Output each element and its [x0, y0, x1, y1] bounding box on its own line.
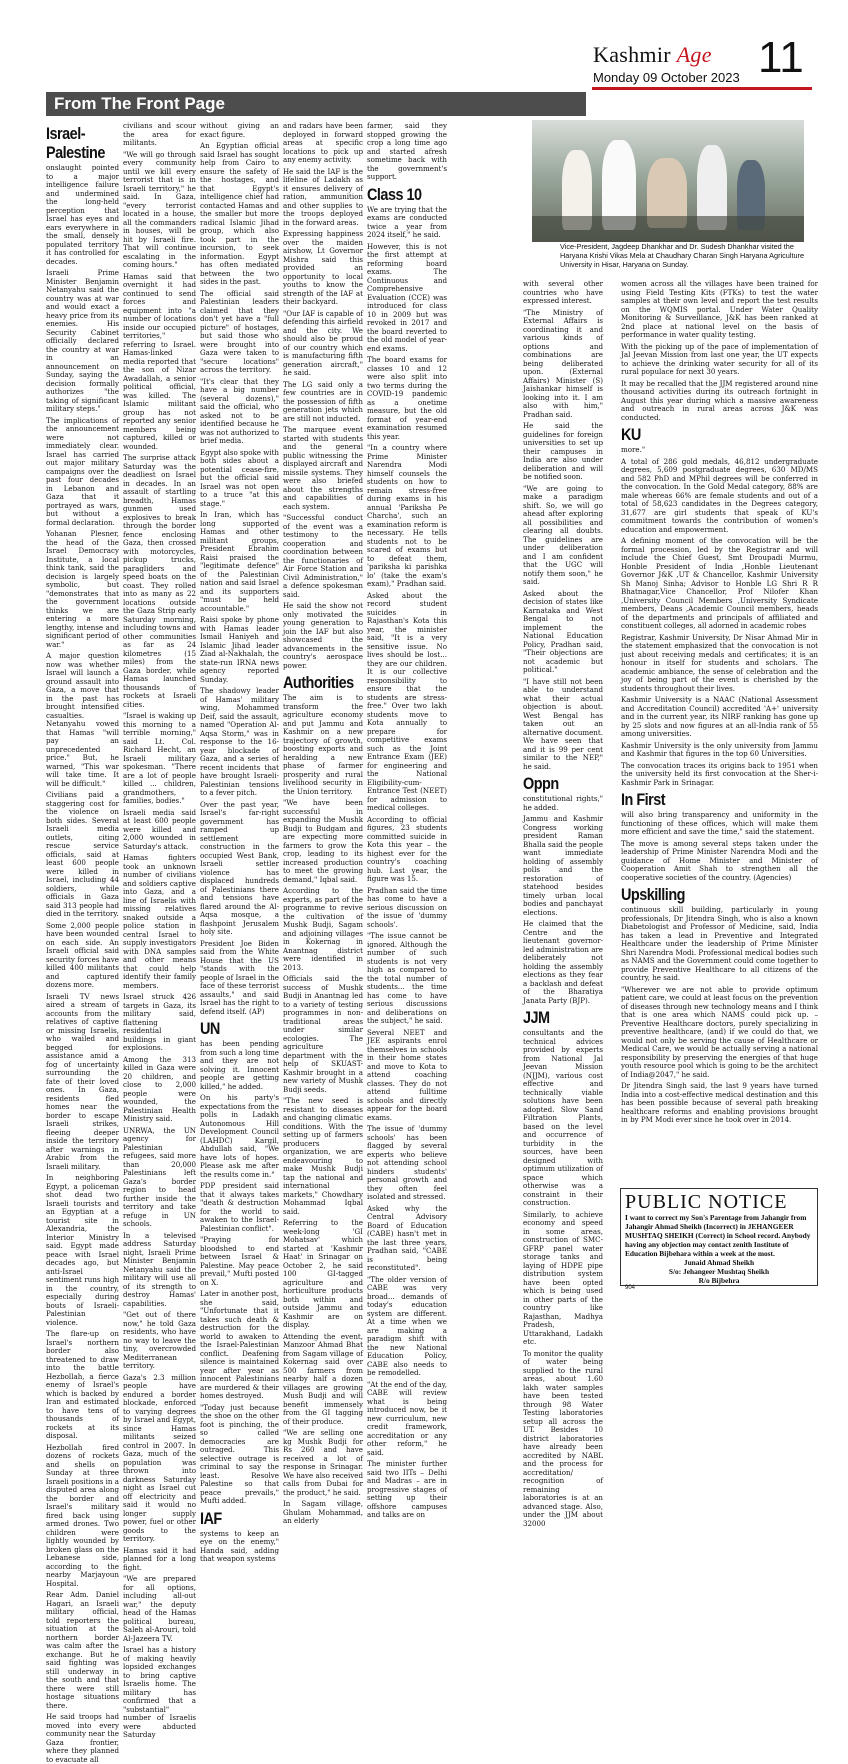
paragraph: He said troops had moved into every community near the Gaza frontier, where they planned to evacuate all	[46, 1712, 119, 1764]
paragraph: Pradhan said the time has come to have a serious discussion on the issue of 'dummy schools'.	[367, 885, 447, 929]
paragraph: onslaught pointed to a major intelligence failure and undermined the long-held perception that Israel has eyes and ears everywhere in the small, densely populated territory it has controlled for decades.	[46, 163, 119, 266]
paragraph: According to the experts, as part of the programme to revive the cultivation of Mushk Budji, Sagam and adjoining villages in Kokernag in Anantnag district were identified in 2013.	[283, 886, 363, 972]
paragraph: Some 2,000 people have been wounded on each side. An Israeli official said security forces have killed 400 militants and captured dozens more.	[46, 920, 119, 989]
column-israel-palestine	[46, 122, 119, 1764]
paragraph: "In a country where Prime Minister Narendra Modi himself counsels the students on how to remain stress-free during exams in his annual 'Pariksha Pe Charcha', such an examination reform is necessary. He tells students not to be scared of exams but to defeat them, 'pariksha ki parishka lo' (take the exam's exam)," Pradhan said.	[367, 443, 447, 588]
photo-caption: Vice-President, Jagdeep Dhankhar and Dr. Sudesh Dhankhar visited the Haryana Krishi Vikas Mela at Chaudhary Charan Singh Haryana Agriculture University in Hisar, Haryana on Sunday.	[560, 242, 805, 269]
page-number: 11	[758, 33, 804, 82]
paragraph: He said the show not only motivated the young generation to join the IAF but also showcased the advancements in the country's aerospace power.	[283, 601, 363, 670]
paragraph: A total of 286 gold medals, 46,812 undergraduate degrees, 5,609 postgraduate degrees, 630 MD/MS and 582 PhD and MPhil degrees will be conferred in the convocation. In the Gold Medal category, 88% are male whereas 66% are female students and out of a total of 58,623 candidates in the Degrees category, 31,677 are girl students that speak of KU's commitment towards the contribution of women's education and empowerment.	[621, 456, 818, 534]
paragraph: The issue of 'dummy schools' has been flagged by several experts who believe not attending school hinders students' personal growth and they often feel isolated and stressed.	[367, 1124, 447, 1201]
paragraph: "Praying for bloodshed to end between Israel & Palestine. May peace prevail," Mufti posted on X.	[200, 1235, 279, 1287]
paragraph: and radars have been deployed in forward areas at specific locations to pick up any enemy activity.	[283, 121, 363, 164]
paragraph: In a televised address Saturday night, Israeli Prime Minister Benjamin Netanyahu said the military will use all of its strength to destroy Hamas' capabilities.	[123, 1230, 196, 1308]
paragraph: Civilians paid a staggering cost for the violence on both sides. Several Israeli media outlets, citing rescue service officials, said at least 600 people were killed in Israel, including 44 soldiers, while officials in Gaza said 313 people had died in the territory.	[46, 790, 119, 918]
paragraph: The convocation traces its origins back to 1951 when the university held its first convocation at the Sher-i-Kashmir Park in Srinagar.	[621, 760, 818, 787]
paragraph: "I have still not been able to understand what their actual objection is about. West Bengal has taken out an alternative document. We have seen that and it is 99 per cent similar to the NEP," he said.	[523, 676, 603, 771]
headline-jjm: JJM	[523, 1008, 550, 1027]
paragraph: Later in another post, she said, "Unfortunate that it takes such death & destruction for the world to awaken to the Israel-Palestinian conflict. Deafening silence is maintained year after year as innocent Palestinians are murdered & their homes destroyed.	[200, 1289, 279, 1400]
paragraph: Jammu and Kashmir Congress working president Raman Bhalla said the people want immediate holding of assembly polls and the restoration of statehood besides timely urban local bodies and panchayat elections.	[523, 814, 603, 917]
paragraph: civilians and scour the area for militants.	[123, 121, 196, 147]
paragraph: Yohanan Plesner, the head of the Israel Democracy Institute, a local think tank, said the decision is largely symbolic, but "demonstrates that the government thinks we are entering a more lengthy, intense and significant period of war."	[46, 529, 119, 649]
column-israel-palestine-cont	[123, 121, 196, 1739]
paragraph: "We have been successful in expanding the Mushk Budji to Budgam and are expecting more farmers to grow the crop, leading to its increased production to meet the growing demand," Iqbal said.	[283, 798, 363, 884]
paragraph: The marquee event started with students and the general public witnessing the displayed aircraft and missile systems. They were also briefed about the strengths and capabilities of each system.	[283, 425, 363, 511]
paragraph: Israel struck 426 targets in Gaza, its military said, flattening residential buildings in giant explosions.	[123, 992, 196, 1052]
section-banner: From The Front Page	[46, 92, 586, 116]
issue-date: Monday 09 October 2023	[593, 70, 740, 85]
paragraph: "We are prepared for all options, including all-out war," the deputy head of the Hamas political bureau, Saleh al-Arouri, told Al-Jazeera TV.	[123, 1574, 196, 1643]
public-notice-body: I want to correct my Son's Parentage from Jahangir from Jahangir Ahmad Sheikh (Incorrect) in JEHANGEER MUSHTAQ SHEIKH (Correct) in School record. Anybody having any objection may contact zenith Institute of Education Bijbehara within a week at the most.	[625, 1213, 811, 1258]
column-3	[200, 121, 280, 1563]
paragraph: Officials said the success of Mushk Budji in Anantnag led to a variety of testing programmes in non-traditional areas under similar ecologies. The agriculture department with the help of SKUAST-Kashmir brought in a new variety of Mushk Budji seeds.	[283, 974, 363, 1094]
paragraph: A defining moment of the convocation will be the formal procession, led by the Registrar and will include the Chief Guest, Smt Droupadi Murmu, Honble President of India ,Honble Lieutenant Governor J&K ,UT & Chancellor, Kashmir University Sh Manoj Sinha; Advisor to Honble LG Shri R R Bhatnagar,Vice Chancellor, Prof Nilofer Khan ,University Council Members ,University Syndicate members, Deans ,Academic Council members, heads of the departments and principals of affiliated and constituent colleges, all adorned in academic robes	[621, 536, 818, 630]
paragraph: Expressing happiness over the maiden airshow, Lt Governor Mishra said this provided an opportunity to local youths to know the strength of the IAF at their backyard.	[283, 229, 363, 306]
paragraph: Registrar, Kashmir University, Dr Nisar Ahmad Mir in the statement emphasized that the convocation is not just about receiving medals and certificates; it is an honour in itself for students and scholars. The academic ambiance, the sense of celebration and the joy of being part of the event is cherished by the students throughout their lives.	[621, 632, 818, 693]
paragraph: Similarly, to achieve economy and speed in some areas, construction of SMC-GFRP panel water storage tanks and laying of HDPE pipe distribution system have been opted which is being used in other parts of the country like Rajasthan, Madhya Pradesh, Uttarakhand, Ladakh etc.	[523, 1209, 603, 1346]
paragraph: The shadowy leader of Hamas' military wing, Mohammed Deif, said the assault, named "Operation Al-Aqsa Storm," was in response to the 16-year blockade of Gaza, and a series of recent incidents that have brought Israeli-Palestinian tensions to a fever pitch.	[200, 686, 279, 797]
paragraph: In neighboring Egypt, a policeman shot dead two Israeli tourists and an Egyptian at a tourist site in Alexandria, the Interior Ministry said. Egypt made peace with Israel decades ago, but anti-Israel sentiment runs high in the country, especially during bouts of Israeli-Palestinian violence.	[46, 1173, 119, 1327]
paragraph: The move is among several steps taken under the leadership of Prime Minister Narendra Modi and the guidance of Home Minister and Minister of Cooperation Amit Shah to strengthen all the cooperative societies of the country. (Agencies)	[621, 838, 818, 882]
paragraph: systems to keep an eye on the enemy," Handa said, adding that weapon systems	[200, 1528, 279, 1563]
paragraph: Hamas said it had planned for a long fight.	[123, 1545, 196, 1572]
paragraph: "Israel is waking up this morning to a terrible morning," said Lt. Col. Richard Hecht, an Israeli military spokesman. "There are a lot of people killed ... children, grandmothers, families, bodies."	[123, 711, 196, 805]
headline-in-first: In First	[621, 790, 666, 809]
paragraph: Among the 313 killed in Gaza were 20 children, and close to 2,000 people were wounded, the Palestinian Health Ministry said.	[123, 1054, 196, 1123]
paragraph: The implications of the announcement were not immediately clear. Israel has carried out major military campaigns over the past four decades in Lebanon and Gaza that it portrayed as wars, but without a formal declaration.	[46, 415, 119, 527]
paragraph: Israeli Prime Minister Benjamin Netanyahu said the country was at war and would exact a heavy price from its enemies. His Security Cabinet officially declared the country at war in an announcement on Sunday, saying the decision formally authorizes "the taking of significant military steps."	[46, 268, 119, 413]
headline-ku: KU	[621, 425, 641, 444]
headline-israel-palestine: Israel-Palestine	[46, 124, 105, 162]
paragraph: more."	[621, 445, 646, 454]
paragraph: "Our IAF is capable of defending this airfield and the city. We should also be proud of our country which is manufacturing fifth generation aircraft," he said.	[283, 308, 363, 377]
paragraph: PDP president said that it always takes "death & destruction for the world to awaken to the Israel-Palestinian conflict".	[200, 1181, 279, 1233]
paragraph: Several NEET and JEE aspirants enrol themselves in schools in their home states and move to Kota to attend coaching classes. They do not attend fulltime schools and directly appear for the board exams.	[367, 1027, 447, 1122]
paragraph: "The older version of CABE was very broad... demands of today's education system are different. At a time when we are making a paradigm shift with the new National Education Policy, CABE also needs to be remodelled.	[367, 1274, 447, 1377]
paragraph: The board exams for classes 10 and 12 were also split into two terms during the COVID-19 pandemic as a onetime measure, but the old format of year-end examination resumed this year.	[367, 355, 447, 441]
paragraph: In Iran, which has long supported Hamas and other militant groups, President Ebrahim Raisi praised the "legitimate defence" of the Palestinian nation and said Israel and its supporters "must be held accountable."	[200, 510, 279, 613]
paragraph: He claimed that the Centre and the lieutenant governor-led administration are deliberately not holding the assembly elections as they fear a backlash and defeat of the Bharatiya Janata Party (BJP).	[523, 919, 604, 1005]
paragraph: "Get out of there now," he told Gaza residents, who have no way to leave the tiny, overcrowded Mediterranean territory.	[123, 1310, 196, 1370]
paragraph: To monitor the quality of water being supplied to the rural areas, about 1.60 lakh water samples have been tested through 98 Water Testing laboratories setup all across the UT. Besides 10 district laboratories have already been accredited by NABL and the process for accreditation/ recognition of remaining laboratories is at an advanced stage. Also, under the JJM about 32000	[523, 1348, 603, 1528]
notice-signatory-parentage: S/o: Jehangeer Mushtaq Sheikh	[668, 1267, 770, 1276]
paragraph: "The new seed is resistant to diseases and changing climatic conditions. With the setting up of farmers producers organization, we are endeavouring to make Mushk Budji tap the national and international markets," Chowdhary Mohammad Iqbal said.	[283, 1096, 363, 1216]
column-4	[283, 121, 363, 1525]
news-photo	[532, 120, 804, 242]
headline-un: UN	[200, 1019, 220, 1038]
paragraph: continuous skill building, particularly in young professionals, Dr Jitendra Singh, who is also a known Diabetologist and Professor of Medicine, said, India has taken a lead in Preventive and Integrated Healthcare under the leadership of Prime Minister Shri Narendra Modi. Professional medical bodies such as NAMS and the Government could come together to provide Preventive Healthcare to all citizens of the country, he said.	[621, 905, 818, 982]
headline-oppn: Oppn	[523, 774, 559, 793]
notice-code: 904	[625, 1285, 636, 1291]
paragraph: On his party's expectations from the polls in Ladakh Autonomous Hill Development Council (LAHDC) Kargil, Abdullah said, "We have lots of hopes. Please ask me after the results come in."	[200, 1093, 279, 1179]
paragraph: "Today just because the shoe on the other foot is pinching, the so called democracies are outraged. This selective outrage is criminal to say the least. Resolve Palestine so that peace prevails," Mufti added.	[200, 1402, 279, 1505]
paragraph: Hamas said that overnight it had continued to send forces and equipment into "a number of locations inside our occupied territories," referring to Israel. Hamas-linked media reported that the son of Nizar Awadallah, a senior political official, was killed. The Islamic militant group has not reported any senior members being captured, killed or wounded.	[123, 271, 196, 451]
paragraph: He said the guidelines for foreign universities to set up their campuses in India are also under deliberation and will be notified soon.	[523, 421, 603, 481]
column-6	[523, 279, 604, 1528]
paragraph: The surprise attack Saturday was the deadliest on Israel in decades. In an assault of startling breadth, Hamas gunmen used explosives to break through the border fence enclosing Gaza, then crossed with motorcycles, pickup trucks, paragliders and speed boats on the coast. They rolled into as many as 22 locations outside the Gaza Strip early Saturday morning, including towns and other communities as far as 24 kilometres (15 miles) from the Gaza border, while Hamas launched thousands of rockets at Israeli cities.	[123, 453, 196, 709]
paragraph: Israel has a history of making heavily lopsided exchanges to bring captive Israelis home. The military has confirmed that a "substantial" number of Israelis were abducted Saturday	[123, 1645, 196, 1739]
paragraph: Asked about the decision of states like Karnataka and West Bengal to not implement the National Education Policy, Pradhan said, "Their objections are not academic but political."	[523, 588, 603, 674]
headline-upskilling: Upskilling	[621, 885, 685, 904]
paragraph: In Sagam village, Ghulam Mohammad, an elderly	[283, 1499, 363, 1525]
paragraph: The aim is to transform the agriculture economy and put Jammu and Kashmir on a new trajectory of growth, boosting exports and heralding a new phase of farmer prosperity and rural livelihood security in the Union territory.	[283, 693, 363, 796]
paragraph: "The Ministry of External Affairs is coordinating it and various kinds of options and combinations are being deliberated upon. (External Affairs) Minister (S) Jaishankar himself is looking into it. I am also with him," Pradhan said.	[523, 307, 603, 419]
paragraph: We are trying that the exams are conducted twice a year from 2024 itself," he said.	[367, 204, 447, 239]
paragraph: The flare-up on Israel's northern border also threatened to draw into the battle Hezbollah, a fierce enemy of Israel's which is backed by Iran and estimated to have tens of thousands of rockets at its disposal.	[46, 1329, 119, 1440]
paragraph: without giving an exact figure.	[200, 121, 279, 139]
paragraph: Hezbollah fired dozens of rockets and shells on Sunday at three Israeli positions in a disputed area along the border and Israel's military fired back using armed drones. Two children were lightly wounded by broken glass on the Lebanese side, according to the nearby Marjayoun Hospital.	[46, 1442, 119, 1588]
paragraph: Rear Adm. Daniel Hagari, an Israeli military official, told reporters the situation at the northern border was calm after the exchange. But he said fighting was still underway in the south and that there were still hostage situations there.	[46, 1590, 119, 1710]
paragraph: President Joe Biden said from the White House that the US "stands with the people of Israel in the face of these terrorist assaults," and said Israel has the right to defend itself. (AP)	[200, 938, 279, 1016]
public-notice-title: PUBLIC NOTICE	[625, 1191, 788, 1213]
paragraph: Attending the event, Manzoor Ahmad Bhat from Sagam village of Kokernag said over 500 farmers from nearby half a dozen villages are growing Mush Budji and will benefit immensely from the GI tagging of their produce.	[283, 1331, 363, 1426]
paragraph: consultants and the technical advices provided by experts from National Jal Jeevan Mission (NJJM), various cost effective and technically viable solutions have been adopted. Slow Sand Filtration Plants, based on the level and occurrence of turbidity in the sources, have been designed with optimum utilization of space which otherwise was a constraint in their construction.	[523, 1028, 603, 1207]
paragraph: Over the past year, Israel's far-right government has ramped up settlement construction in the occupied West Bank, Israeli settler violence has displaced hundreds of Palestinians there and tensions have flared around the Al-Aqsa mosque, a flashpoint Jerusalem holy site.	[200, 799, 279, 936]
paragraph: Dr Jitendra Singh said, the last 9 years have turned India into a cost-effective medical destination and this has been possible because of several path breaking healthcare reforms and enabling provisions brought in by PM Modi ever since he took over in 2014.	[621, 1081, 818, 1124]
paragraph: farmer, said they stopped growing the crop a long time ago and started afresh sometime back with the government's support.	[367, 121, 447, 181]
paragraph: Hamas fighters took an unknown number of civilians and soldiers captive into Gaza, and a line of Israelis with missing relatives snaked outside a police station in central Israel to supply investigators with DNA samples and other means that could help identify their family members.	[123, 853, 196, 990]
paragraph: The minister further said two IITs – Delhi and Madras – are in progressive stages of setting up their offshore campuses and talks are on	[367, 1459, 447, 1519]
paragraph: It may be recalled that the JJM registered around nine thousand activities during its outreach fortnight in August this year during which a massive awareness and outreach in rural areas across J&K was conducted.	[621, 378, 818, 422]
paragraph: He said the IAF is the lifeline of Ladakh as it ensures delivery of ration, ammunition and other supplies to the troops deployed in the forward areas.	[283, 166, 363, 227]
paragraph: An Egyptian official said Israel has sought help from Cairo to ensure the safety of the hostages, and that Egypt's intelligence chief had contacted Hamas and the smaller but more radical Islamic Jihad group, which also took part in the incursion, to seek information. Egypt has often mediated between the two sides in the past.	[200, 141, 279, 286]
paragraph: "We are selling one kg Mushk Budji for Rs 260 and have received a lot of response in Srinagar. We have also received calls from Dubai for the product," he said.	[283, 1428, 363, 1497]
paragraph: women across all the villages have been trained for using Field Testing Kits (FTKs) to test the water samples at their own level and report the test results on the WQMIS portal. Under Water Quality Monitoring & Surveillance, J&K has been ranked at 2nd place at national level on the basis of performance in water quality testing.	[621, 279, 818, 339]
paragraph: constitutional rights," he added.	[523, 794, 603, 812]
column-5	[367, 121, 447, 1519]
paragraph: Egypt also spoke with both sides about a potential cease-fire, but the official said Israel was not open to a truce "at this stage."	[200, 447, 280, 508]
paragraph: Referring to the week-long 'GI Mohatsav' which started at 'Kashmir Haat' in Srinagar on October 2, he said 100 GI-tagged agriculture and horticulture products both within and outside Jammu and Kashmir are on display.	[283, 1218, 363, 1329]
paragraph: has been pending from such a long time and they are not solving it. Innocent people are getting killed," he added.	[200, 1039, 279, 1091]
paragraph: Kashmir University is the only university from Jammu and Kashmir that figures in the top 60 Universities.	[621, 740, 818, 758]
masthead-rule	[592, 87, 812, 90]
paragraph: "It's clear that they have a big number (several dozens)," said the official, who asked not to be identified because he was not authorized to brief media.	[200, 376, 279, 445]
paragraph: Asked why the Central Advisory Board of Education (CABE) hasn't met in the last three years, Pradhan said, "CABE is being reconstituted".	[367, 1203, 447, 1272]
paragraph: "Wherever we are not able to provide optimum patient care, we could at least focus on the prevention of diseases through new technology means and I think that is one area which NAMS could pick up. – Preventive Healthcare doctors, purely specializing in preventive healthcare, (and) if we could do that, we would not only be serving the cause of Healthcare or Medical Care, we would be actually serving a national responsibility by preserving the energies of that huge youth resource pool which is going to be the architect of India@2047," he said.	[621, 984, 818, 1079]
paragraph: will also bring transparency and uniformity in the functioning of these offices, which will make them more efficient and save the time," said the statement.	[621, 810, 818, 836]
newspaper-logo: Kashmir Age	[593, 42, 712, 67]
paragraph: "We are going to make a paradigm shift. So, we will go ahead after exploring all possibilities and clearing all doubts. The guidelines are under deliberation and I am confident that the UGC will notify them soon," he said.	[523, 483, 603, 586]
paragraph: Raisi spoke by phone with Hamas leader Ismail Haniyeh and Islamic Jihad leader Ziad al-Nakhalah, the state-run IRNA news agency reported Sunday.	[200, 615, 279, 684]
paragraph: Gaza's 2.3 million people have endured a border blockade, enforced to varying degrees by Israel and Egypt, since Hamas militants seized control in 2007. In Gaza, much of the population was thrown into darkness Saturday night as Israel cut off electricity and said it would no longer supply power, fuel or other goods to the territory.	[123, 1372, 196, 1543]
paragraph: Israeli TV news aired a stream of accounts from the relatives of captive or missing Israelis, who wailed and begged for assistance amid a fog of uncertainty surrounding the fate of their loved ones. In Gaza, residents fled homes near the border to escape Israeli strikes, fleeing deeper inside the territory after warnings in Arabic from the Israeli military.	[46, 991, 119, 1171]
paragraph: "We will go through every community until we kill every terrorist that is in Israeli territory," he said. In Gaza, "every terrorist located in a house, all the commanders in houses, will be hit by Israeli fire. That will continue escalating in the coming hours."	[123, 149, 196, 269]
paragraph: A major question now was whether Israel will launch a ground assault into Gaza, a move that in the past has brought intensified casualties. Netanyahu vowed that Hamas "will pay an unprecedented price." But, he warned, "This war will take time. It will be difficult."	[46, 651, 119, 788]
paragraph: Kashmir University is a NAAC (National Assessment and Accreditation Council) accredited 'A+' university and in the current year, its NIRF ranking has gone up by 25 slots and now figures at an all-India rank of 55 among universities.	[621, 695, 818, 738]
notice-signatory-name: Junaid Ahmad Sheikh	[683, 1258, 755, 1267]
paragraph: "At the end of the day, CABE will review what is being introduced now, be it new curriculum, new credit framework, accreditation or any other reform," he said.	[367, 1379, 447, 1457]
paragraph: However, this is not the first attempt at reforming board exams. The Continuous and Comprehensive Evaluation (CCE) was introduced for class 10 in 2009 but was revoked in 2017 and the board reverted to the old model of year-end exams.	[367, 241, 447, 353]
paragraph: With the picking up of the pace of implementation of Jal Jeevan Mission from last one year, the UT expects to achieve the drinking water security for all of its rural populace for next 30 years.	[621, 341, 818, 376]
paragraph: with several other countries who have expressed interest.	[523, 279, 603, 305]
column-7	[621, 280, 818, 1180]
paragraph: Asked about the record student suicides in Rajasthan's Kota this year, the minister said, "It is a very sensitive issue. No lives should be lost... they are our children. It is our collective responsibility to ensure that the students are stress-free." Over two lakh students move to Kota annually to prepare for competitive exams such as the Joint Entrance Exam (JEE) for engineering and the National Eligibility-cum-Entrance Test (NEET) for admission to medical colleges.	[367, 590, 447, 812]
public-notice-box	[620, 1188, 818, 1291]
paragraph: According to official figures, 23 students committed suicide in Kota this year – the highest ever for the country's coaching hub. Last year, the figure was 15.	[367, 814, 447, 883]
headline-class10: Class 10	[367, 184, 422, 204]
headline-iaf: IAF	[200, 1508, 222, 1528]
paragraph: The official said Palestinian leaders claimed that they don't yet have a "full picture" of hostages, but said those who were brought into Gaza were taken to "secure locations" across the territory.	[200, 288, 279, 374]
paragraph: UNRWA, the UN agency for Palestinian refugees, said more than 20,000 Palestinians left Gaza's border region to head further inside the territory and take refuge in UN schools.	[123, 1125, 196, 1228]
paragraph: Israeli media said at least 600 people were killed and 2,000 wounded in Saturday's attack.	[123, 807, 196, 851]
paragraph: "Successful conduct of the event was a testimony to the cooperation and coordination between the functionaries of Air Force Station and Civil Administration," a defence spokesman said.	[283, 513, 363, 599]
headline-authorities: Authorities	[283, 673, 354, 692]
paragraph: "The issue cannot be ignored. Although the number of such students is not very high as compared to the total number of students... the time has come to have serious discussions and deliberations on the subject," he said.	[367, 931, 447, 1025]
paragraph: The LG said only a few countries are in the possession of fifth generation jets which are still not inducted.	[283, 379, 363, 423]
notice-signatory-residence: R/o Bijbehra	[698, 1276, 740, 1285]
